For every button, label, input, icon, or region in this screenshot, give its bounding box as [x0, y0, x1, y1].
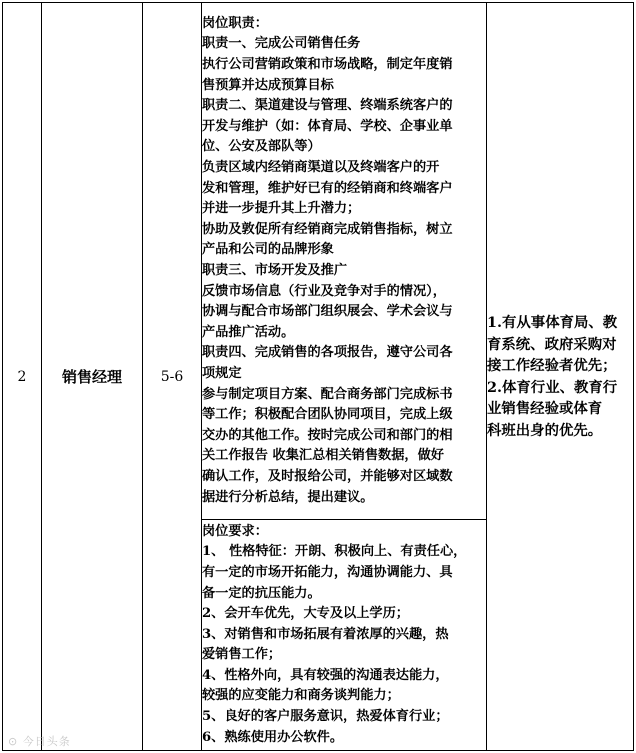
duty-line: 负责区域内经销商渠道以及终端客户的开: [202, 160, 440, 176]
duties-text: [202, 14, 486, 508]
duty-line: 售预算并达成预算目标: [202, 77, 334, 93]
preference-text: [487, 312, 633, 441]
requirement-line: 4、性格外向，具有较强的沟通表达能力，: [202, 667, 449, 683]
duty-line: 等工作；积极配合团队协同项目，完成上级: [202, 407, 453, 423]
duty-line: 项规定: [202, 365, 242, 381]
duty-line: 职责三、市场开发及推广: [202, 263, 348, 278]
preference-line: 育系统、政府采购对: [487, 335, 617, 353]
duty-line: 执行公司营销政策和市场战略，制定年度销: [202, 57, 453, 73]
requirements-cell: [202, 520, 487, 751]
requirement-line: 1、 性格特征：开朗、积极向上、有责任心，: [202, 544, 467, 560]
preference-line: 科班出身的优先。: [487, 421, 603, 439]
duty-line: 位、公安及部队等）: [202, 139, 321, 155]
duty-line: 产品和公司的品牌形象: [202, 242, 334, 258]
duty-line: 协助及敦促所有经销商完成销售指标，树立: [202, 221, 453, 237]
job-table: [2, 2, 634, 751]
duties-cell: [202, 3, 487, 520]
preference-line: 接工作经验者优先；: [487, 357, 617, 374]
duty-line: 职责二、渠道建设与管理、终端系统客户的: [202, 98, 453, 114]
duty-line: 确认工作，及时报给公司，并能够对区域数: [202, 468, 453, 484]
duty-line: 岗位职责：: [202, 15, 268, 31]
requirement-line: 岗位要求：: [202, 523, 268, 539]
duty-line: 参与制定项目方案、配合商务部门完成标书: [202, 386, 453, 402]
duty-line: 发和管理，维护好已有的经销商和终端客户: [202, 180, 453, 196]
headcount: 5-6: [143, 3, 202, 751]
requirement-line: 有一定的市场开拓能力，沟通协调能力、具: [202, 564, 453, 580]
requirement-line: 6、熟练使用办公软件。: [202, 729, 344, 745]
duty-line: 协调与配合市场部门组织展会、学术会议与: [202, 304, 453, 320]
duty-line: 开发与维护（如：体育局、学校、企事业单: [202, 118, 453, 134]
duty-line: 职责一、完成公司销售任务: [202, 36, 361, 52]
duty-line: 交办的其他工作。按时完成公司和部门的相: [202, 427, 453, 443]
preference-line: 2.体育行业、教育行: [487, 378, 618, 396]
watermark-logo: ⊙ 今日头条: [8, 735, 71, 748]
position-title: 销售经理: [42, 3, 143, 751]
preference-line: 业销售经验或体育: [487, 400, 603, 417]
duty-line: 职责四、完成销售的各项报告，遵守公司各: [202, 345, 453, 361]
duty-line: 并进一步提升其上升潜力；: [202, 201, 361, 217]
duty-line: 产品推广活动。: [202, 324, 295, 340]
requirement-line: 较强的应变能力和商务谈判能力；: [202, 688, 400, 704]
requirement-line: 2、会开车优先，大专及以上学历；: [202, 606, 409, 622]
duty-line: 反馈市场信息（行业及竞争对手的情况），: [202, 283, 446, 299]
requirement-line: 爱销售工作；: [202, 647, 282, 663]
duty-line: 关工作报告 收集汇总相关销售数据，做好: [202, 448, 444, 464]
requirement-line: 3、对销售和市场拓展有着浓厚的兴趣，热: [202, 626, 449, 642]
row-number: 2: [3, 3, 42, 751]
requirement-line: 5、良好的客户服务意识，热爱体育行业；: [202, 709, 449, 725]
requirement-line: 备一定的抗压能力。: [202, 585, 321, 601]
duty-line: 据进行分析总结，提出建议。: [202, 489, 374, 505]
preference-line: 1.有从事体育局、教: [487, 314, 618, 331]
preference-cell: [487, 3, 634, 751]
table-row: [3, 3, 634, 520]
requirements-text: [202, 522, 486, 749]
